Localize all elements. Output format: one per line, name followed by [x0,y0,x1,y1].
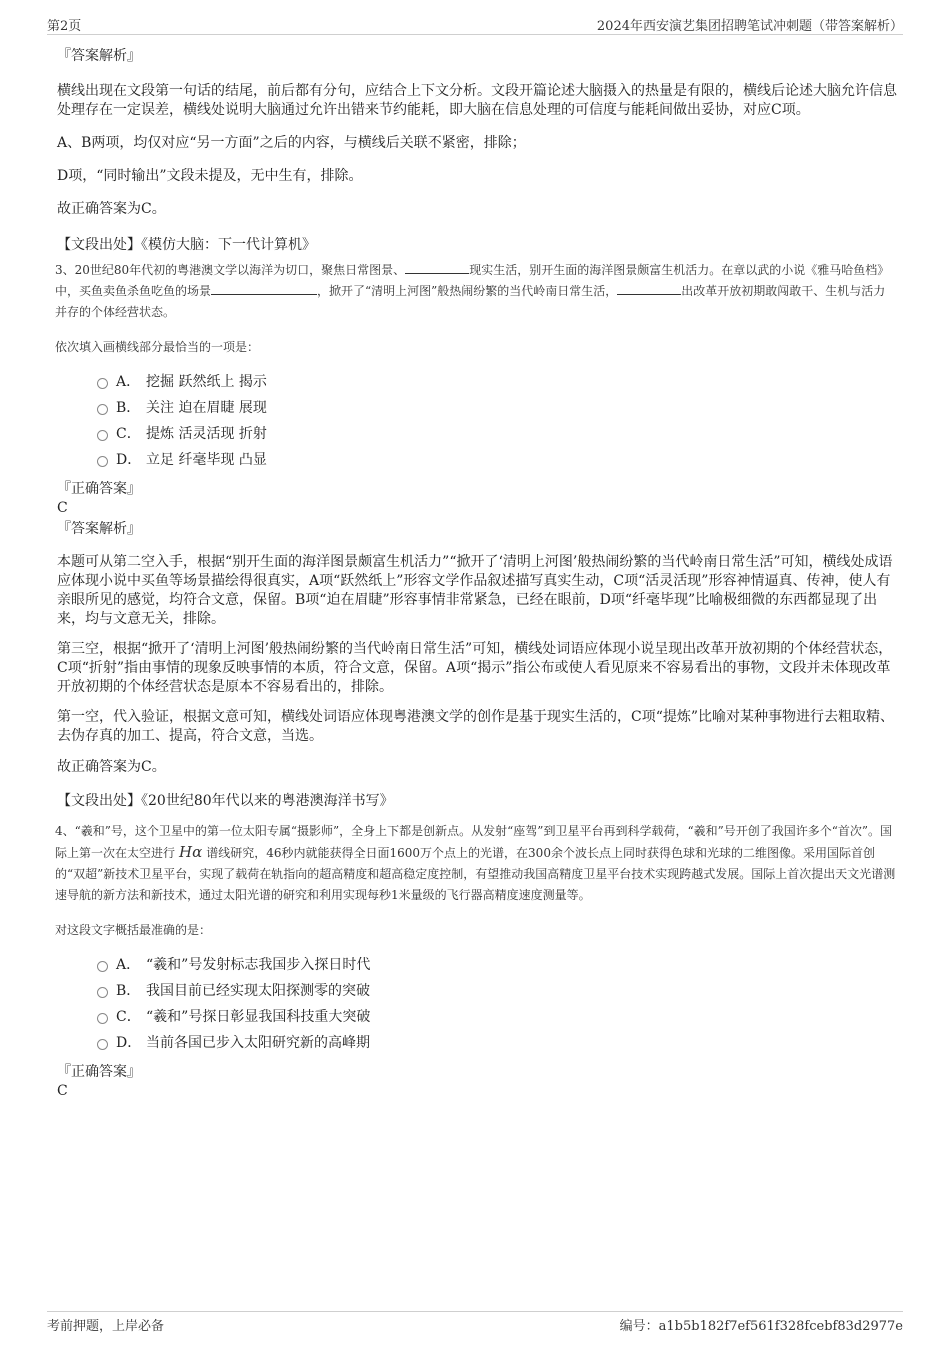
correct-answer: C [57,500,68,516]
correct-answer-label: 『正确答案』 [57,1064,141,1080]
page-content [57,40,897,1100]
option-c[interactable] [97,421,897,447]
analysis-paragraph: 第三空，根据“掀开了‘清明上河图’般热闹纷繁的当代岭南日常生活”可知，横线处词语应体现小说呈现出改革开放初期的个体经营状态，C项“折射”指由事情的现象反映事情的本质，符合文意，保留。A项“揭示”指公布或使人看见原来不容易看出的事物，文段并未体现改革开放初期的个体经营状态是原本不容易看出的，排除。 [57,641,893,695]
option-letter: B． [116,983,141,999]
fill-blank [405,261,469,274]
option-d[interactable] [97,447,897,473]
question-3-prompt: 依次填入画横线部分最恰当的一项是： [55,340,260,354]
option-text: “羲和”号发射标志我国步入探日时代 [146,957,371,973]
analysis-label: 『答案解析』 [57,48,141,64]
fill-blank [617,282,681,295]
question-4-part: 谱线研究，46秒内就能获得全日面1600万个点上的光谱，在300余个波长点上同时获得色球和光球的二维图像。采用国际首创的“双超”新技术卫星平台，实现了载荷在轨指向的超高精度和超高稳定度控制，有望推动我国高精度卫星平台技术实现跨越式发展。国际上首次提出天文光谱测速导航的新方法和新技术，通过太阳光谱的研究和利用实现每秒1米量级的飞行器高精度速度测量等。 [55,846,896,902]
option-letter: C． [116,426,141,442]
option-a[interactable] [97,369,897,395]
radio-icon[interactable] [97,987,108,998]
source-citation: 【文段出处】《模仿大脑：下一代计算机》 [57,237,316,253]
option-text: 我国目前已经实现太阳探测零的突破 [146,983,370,999]
radio-icon[interactable] [97,1039,108,1050]
option-text: 立足 纤毫毕现 凸显 [146,452,267,468]
correct-answer-label: 『正确答案』 [57,481,141,497]
analysis-label: 『答案解析』 [57,521,141,537]
option-d[interactable] [97,1030,897,1056]
option-text: 当前各国已步入太阳研究新的高峰期 [146,1035,370,1051]
question-4-text [55,821,897,906]
analysis-paragraph: 故正确答案为C。 [57,201,166,217]
question-4-prompt: 对这段文字概括最准确的是： [55,923,212,937]
radio-icon[interactable] [97,1013,108,1024]
question-3-part: 3、20世纪80年代初的粤港澳文学以海洋为切口，聚焦日常图景、 [55,263,406,277]
question-4-part: 4、“羲和”号，这个卫星中的第一位太阳专属“摄影师”，全身上下都是创新点。从发射“座驾”到卫星平台再到科学载荷，“羲和”号开创了我国许多个“首次”。国际上第一次在太空进行 [55,824,892,860]
question-4-options [97,952,897,1056]
option-text: 挖掘 跃然纸上 揭示 [146,374,267,390]
radio-icon[interactable] [97,430,108,441]
option-a[interactable] [97,952,897,978]
question-3-part: 出改革开放初期敢闯敢干、生机与活力并存的个体经营状态。 [55,284,886,319]
option-letter: A． [116,374,141,390]
option-letter: D． [116,452,142,468]
option-letter: A． [116,957,141,973]
h-alpha-symbol: Hα [179,843,203,861]
analysis-paragraph: 横线出现在文段第一句话的结尾，前后都有分句，应结合上下文分析。文段开篇论述大脑摄入的热量是有限的，横线后论述大脑允许信息处理存在一定误差，横线处说明大脑通过允许出错来节约能耗，即大脑在信息处理的可信度与能耗间做出妥协，对应C项。 [57,83,897,118]
option-c[interactable] [97,1004,897,1030]
document-title: 2024年西安演艺集团招聘笔试冲刺题（带答案解析） [596,19,903,34]
analysis-paragraph: 故正确答案为C。 [57,759,166,775]
source-citation: 【文段出处】《20世纪80年代以来的粤港澳海洋书写》 [57,793,394,809]
analysis-paragraph: 本题可从第二空入手，根据“别开生面的海洋图景颇富生机活力”“掀开了‘清明上河图’般热闹纷繁的当代岭南日常生活”可知，横线处成语应体现小说中买鱼等场景描绘得很真实，A项“跃然纸上”形容文学作品叙述描写真实生动，C项“活灵活现”形容神情逼真、传神，使人有亲眼所见的感觉，均符合文意，保留。B项“迫在眉睫”形容事情非常紧急，已经在眼前，D项“纤毫毕现”比喻极细微的东西都显现了出来，均与文意无关，排除。 [57,554,893,627]
fill-blank [211,282,317,295]
radio-icon[interactable] [97,961,108,972]
option-text: 提炼 活灵活现 折射 [146,426,267,442]
correct-answer: C [57,1083,68,1099]
page-header [47,14,903,35]
option-text: 关注 迫在眉睫 展现 [146,400,267,416]
option-b[interactable] [97,395,897,421]
option-letter: B． [116,400,141,416]
option-letter: D． [116,1035,142,1051]
option-text: “羲和”号探日彰显我国科技重大突破 [146,1009,371,1025]
question-3-part: 现实生活，别开生面的海洋图景颇富生机活力。在章以武的小说《雅马哈鱼档》中，买鱼卖鱼杀鱼吃鱼的场景 [55,263,890,298]
footer-slogan: 考前押题，上岸必备 [47,1319,165,1334]
option-b[interactable] [97,978,897,1004]
analysis-paragraph: D项，“同时输出”文段未提及，无中生有，排除。 [57,168,363,184]
question-3-options [97,369,897,473]
question-3-part: ，掀开了“清明上河图”般热闹纷繁的当代岭南日常生活， [317,284,618,298]
page-number: 第2页 [47,19,82,34]
question-3-text [55,260,897,323]
analysis-paragraph: A、B两项，均仅对应“另一方面”之后的内容，与横线后关联不紧密，排除； [57,135,526,151]
analysis-paragraph: 第一空，代入验证，根据文意可知，横线处词语应体现粤港澳文学的创作是基于现实生活的，C项“提炼”比喻对某种事物进行去粗取精、去伪存真的加工、提高，符合文意，当选。 [57,709,895,744]
radio-icon[interactable] [97,404,108,415]
document-id: 编号：a1b5b182f7ef561f328fcebf83d2977e [619,1319,903,1334]
option-letter: C． [116,1009,141,1025]
page-footer [47,1311,903,1338]
radio-icon[interactable] [97,378,108,389]
radio-icon[interactable] [97,456,108,467]
